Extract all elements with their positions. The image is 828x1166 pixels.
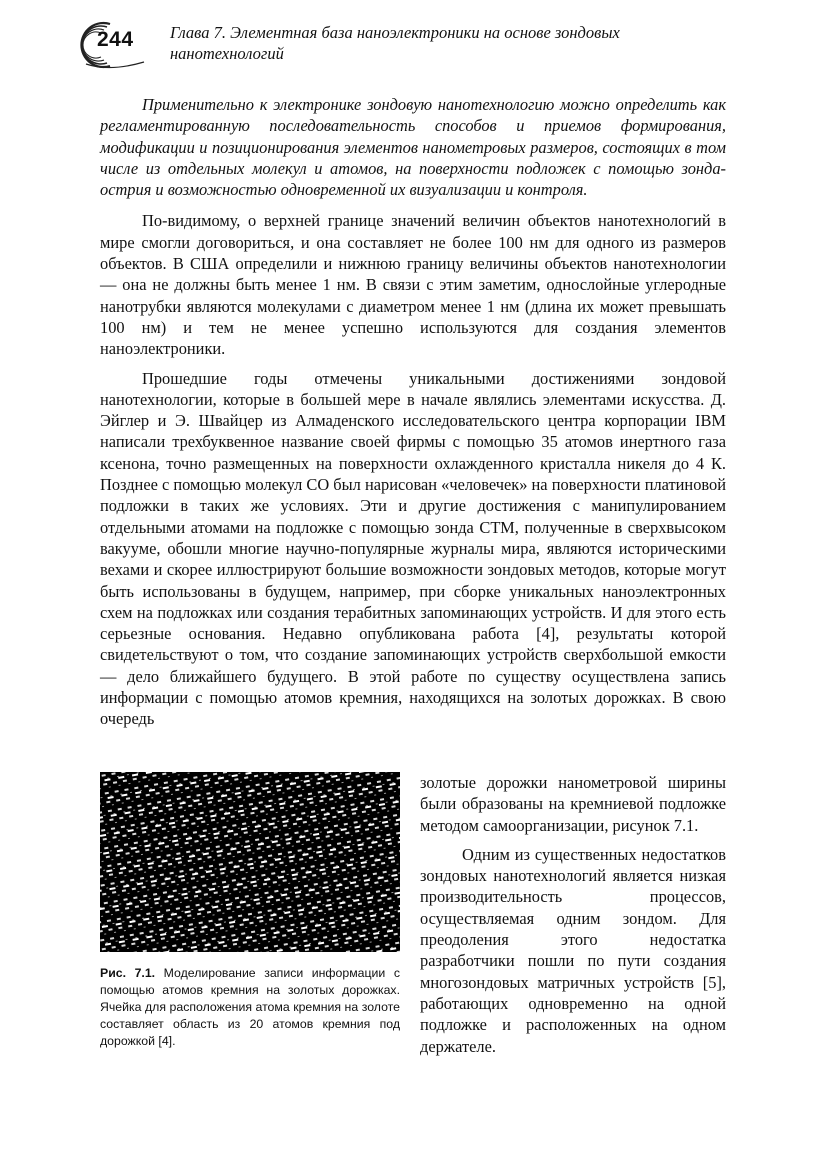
page-number-badge [80, 18, 152, 70]
figure-section [100, 772, 726, 1092]
paragraph-definition: Применительно к электронике зондовую нанотехнологию можно определить как регламентированную последовательность способов и приемов формирования, модификации и позиционирования элементов нанометровых размеров, состоящих в том числе из отдельных молекул и атомов, на поверхности подложек с помощью зонда-острия и возможностью одновременной их визуализации и контроля. [100, 95, 726, 200]
figure-caption [100, 965, 400, 1050]
paragraph-productivity: Одним из существенных недостатков зондовых нанотехнологий является низкая производительность процессов, осуществляемая одним зондом. Для преодоления этого недостатка разработчики пошли по пути создания многозондовых матричных устройств [5], работающих одновременно на одной подложке и расположенных на одном держателе. [420, 844, 726, 1056]
side-text [420, 772, 726, 1065]
page-number: 244 [97, 28, 134, 51]
figure-7-1 [100, 772, 400, 1050]
paragraph-size-limits: По-видимому, о верхней границе значений величин объектов нанотехнологий в мире смогли договориться, и она составляет не более 100 нм для одного из размеров объектов. В США определили и нижнюю границу величины объектов нанотехнологии — она не должны быть менее 1 нм. В связи с этим заметим, однослойные углеродные нанотрубки являются молекулами с диаметром менее 1 нм (длина их может превышать 100 нм) и тем не менее успешно используются для создания элементов наноэлектроники. [100, 211, 726, 359]
paragraph-gold-tracks: золотые дорожки нанометровой ширины были образованы на кремниевой подложке методом самоорганизации, рисунок 7.1. [420, 773, 726, 835]
chapter-title: Глава 7. Элементная база наноэлектроники на основе зондовых нанотехнологий [170, 23, 620, 63]
figure-caption-text: Моделирование записи информации с помощью атомов кремния на золотых дорожках. Ячейка для расположения атома кремния на золоте составляет область из 20 атомов кремния под дорожкой [4]. [100, 966, 400, 1048]
main-text [100, 94, 726, 738]
paragraph-achievements: Прошедшие годы отмечены уникальными достижениями зондовой нанотехнологии, которые в большей мере в начале являлись элементами искусства. Д. Эйглер и Э. Швайцер из Алмаденского исследовательского центра корпорации IBM написали трехбуквенное название своей фирмы с помощью 35 атомов инертного газа ксенона, точно размещенных на поверхности охлажденного кристалла никеля до 4 К. Позднее с помощью молекул СО был нарисован «человечек» на поверхности платиновой подложки в таких же условиях. Эти и другие достижения с манипулированием отдельными атомами на подложке с помощью зонда СТМ, полученные в сверхвысоком вакууме, обошли многие научно-популярные журналы мира, являются историческими вехами и скорее иллюстрируют большие возможности зондовых методов, которые могут быть использованы в будущем, например, при сборке уникальных наноэлектронных схем на подложках или создания терабитных запоминающих устройств. И для этого есть серьезные основания. Недавно опубликована работа [4], результаты которой свидетельствуют о том, что создание запоминающих устройств сверхбольшой емкости — дело ближайшего будущего. В этой работе по существу осуществлена запись информации с помощью атомов кремния, находящихся на золотых дорожках. В свою очередь [100, 368, 726, 729]
page-header [80, 18, 780, 70]
figure-image [100, 772, 400, 952]
figure-label: Рис. 7.1. [100, 966, 156, 980]
